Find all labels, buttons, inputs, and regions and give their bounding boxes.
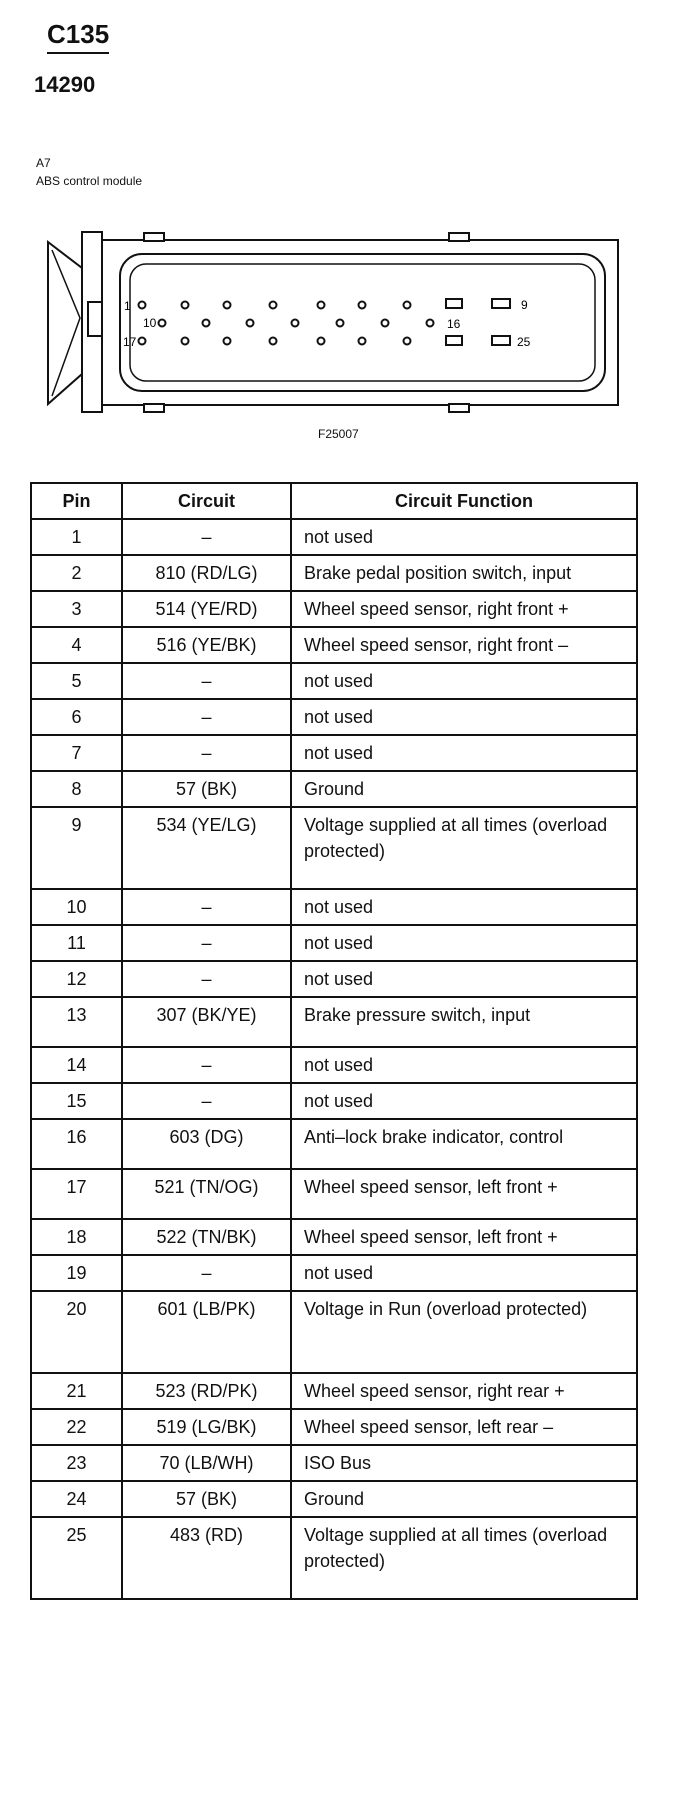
- table-row: [31, 627, 637, 663]
- table-row: [31, 1219, 637, 1255]
- pin-hole: [427, 320, 434, 327]
- pin-cell: 8: [31, 771, 122, 807]
- pin-hole: [382, 320, 389, 327]
- circuit-cell: 483 (RD): [122, 1517, 291, 1599]
- pin-slot: [446, 299, 462, 308]
- pin-cell: 15: [31, 1083, 122, 1119]
- circuit-cell: –: [122, 1255, 291, 1291]
- pin-label-25: 25: [517, 335, 531, 349]
- pin-hole: [337, 320, 344, 327]
- pin-hole: [247, 320, 254, 327]
- connector-diagram: [40, 228, 640, 418]
- lock-tab: [144, 233, 164, 241]
- function-cell: not used: [291, 961, 637, 997]
- function-cell: Voltage supplied at all times (overload protected): [291, 1517, 637, 1599]
- function-cell: Wheel speed sensor, right front –: [291, 627, 637, 663]
- pin-cell: 5: [31, 663, 122, 699]
- connector-latch: [48, 242, 82, 404]
- table-row: [31, 1255, 637, 1291]
- circuit-cell: 57 (BK): [122, 1481, 291, 1517]
- pin-slot: [492, 299, 510, 308]
- table-row: [31, 1169, 637, 1219]
- circuit-cell: –: [122, 961, 291, 997]
- pin-cell: 3: [31, 591, 122, 627]
- function-cell: not used: [291, 735, 637, 771]
- circuit-cell: 601 (LB/PK): [122, 1291, 291, 1373]
- pin-hole: [182, 338, 189, 345]
- function-cell: not used: [291, 1255, 637, 1291]
- pin-hole: [359, 302, 366, 309]
- circuit-cell: –: [122, 1083, 291, 1119]
- pin-cell: 11: [31, 925, 122, 961]
- table-row: [31, 663, 637, 699]
- component-code: A7: [36, 156, 51, 170]
- pin-hole: [139, 302, 146, 309]
- table-row: [31, 519, 637, 555]
- table-row: [31, 807, 637, 889]
- function-cell: Wheel speed sensor, right rear +: [291, 1373, 637, 1409]
- pin-cell: 16: [31, 1119, 122, 1169]
- pin-hole: [224, 302, 231, 309]
- circuit-cell: –: [122, 889, 291, 925]
- function-cell: Anti–lock brake indicator, control: [291, 1119, 637, 1169]
- table-row: [31, 1083, 637, 1119]
- pin-hole: [270, 338, 277, 345]
- table-row: [31, 771, 637, 807]
- table-row: [31, 1119, 637, 1169]
- table-row: [31, 735, 637, 771]
- pin-slot: [446, 336, 462, 345]
- part-number: 14290: [34, 72, 96, 97]
- pin-cell: 4: [31, 627, 122, 663]
- header-pin: Pin: [31, 483, 122, 519]
- pin-cell: 18: [31, 1219, 122, 1255]
- pinout-table: [30, 482, 638, 1600]
- figure-ref: F25007: [318, 427, 359, 441]
- table-row: [31, 961, 637, 997]
- function-cell: Ground: [291, 1481, 637, 1517]
- table-row: [31, 997, 637, 1047]
- pin-cell: 22: [31, 1409, 122, 1445]
- table-row: [31, 1517, 637, 1599]
- pin-slot: [492, 336, 510, 345]
- function-cell: not used: [291, 699, 637, 735]
- circuit-cell: –: [122, 699, 291, 735]
- pin-hole: [139, 338, 146, 345]
- table-row: [31, 1409, 637, 1445]
- table-row: [31, 1373, 637, 1409]
- circuit-cell: 522 (TN/BK): [122, 1219, 291, 1255]
- circuit-cell: 514 (YE/RD): [122, 591, 291, 627]
- table-row: [31, 555, 637, 591]
- circuit-cell: –: [122, 925, 291, 961]
- pin-cell: 14: [31, 1047, 122, 1083]
- flange-tab: [88, 302, 102, 336]
- lock-tab: [449, 404, 469, 412]
- function-cell: not used: [291, 925, 637, 961]
- pin-cell: 17: [31, 1169, 122, 1219]
- pin-label-16: 16: [447, 317, 461, 331]
- table-row: [31, 1047, 637, 1083]
- function-cell: not used: [291, 1083, 637, 1119]
- latch-diagonal: [52, 250, 80, 396]
- function-cell: Wheel speed sensor, left front +: [291, 1219, 637, 1255]
- lock-tab: [449, 233, 469, 241]
- pin-cell: 19: [31, 1255, 122, 1291]
- circuit-cell: –: [122, 663, 291, 699]
- function-cell: Voltage supplied at all times (overload protected): [291, 807, 637, 889]
- component-name: ABS control module: [36, 174, 143, 188]
- pin-cell: 13: [31, 997, 122, 1047]
- pin-hole: [159, 320, 166, 327]
- function-cell: not used: [291, 519, 637, 555]
- function-cell: Wheel speed sensor, left rear –: [291, 1409, 637, 1445]
- header-circuit: Circuit: [122, 483, 291, 519]
- table-row: [31, 1481, 637, 1517]
- header-circuit-function: Circuit Function: [291, 483, 637, 519]
- pin-hole: [318, 302, 325, 309]
- function-cell: not used: [291, 663, 637, 699]
- pin-cell: 12: [31, 961, 122, 997]
- pin-hole: [270, 302, 277, 309]
- table-header-row: [31, 483, 637, 519]
- circuit-cell: 57 (BK): [122, 771, 291, 807]
- pin-cell: 23: [31, 1445, 122, 1481]
- table-row: [31, 889, 637, 925]
- function-cell: not used: [291, 889, 637, 925]
- table-row: [31, 591, 637, 627]
- pin-hole: [292, 320, 299, 327]
- function-cell: Brake pressure switch, input: [291, 997, 637, 1047]
- pin-hole: [404, 338, 411, 345]
- circuit-cell: 519 (LG/BK): [122, 1409, 291, 1445]
- table-row: [31, 925, 637, 961]
- circuit-cell: 70 (LB/WH): [122, 1445, 291, 1481]
- table-row: [31, 699, 637, 735]
- pin-cell: 25: [31, 1517, 122, 1599]
- pin-label-10: 10: [143, 316, 157, 330]
- pin-cell: 10: [31, 889, 122, 925]
- pin-hole: [224, 338, 231, 345]
- circuit-cell: 307 (BK/YE): [122, 997, 291, 1047]
- pin-hole: [404, 302, 411, 309]
- pin-label-17: 17: [123, 335, 137, 349]
- pin-cell: 6: [31, 699, 122, 735]
- function-cell: Voltage in Run (overload protected): [291, 1291, 637, 1373]
- function-cell: ISO Bus: [291, 1445, 637, 1481]
- lock-tab: [144, 404, 164, 412]
- pin-hole: [359, 338, 366, 345]
- circuit-cell: 603 (DG): [122, 1119, 291, 1169]
- pin-cell: 21: [31, 1373, 122, 1409]
- circuit-cell: 810 (RD/LG): [122, 555, 291, 591]
- pin-cell: 2: [31, 555, 122, 591]
- circuit-cell: –: [122, 1047, 291, 1083]
- pin-hole: [203, 320, 210, 327]
- circuit-cell: 523 (RD/PK): [122, 1373, 291, 1409]
- pin-label-9: 9: [521, 298, 528, 312]
- table-row: [31, 1291, 637, 1373]
- circuit-cell: 534 (YE/LG): [122, 807, 291, 889]
- function-cell: Brake pedal position switch, input: [291, 555, 637, 591]
- function-cell: Wheel speed sensor, right front +: [291, 591, 637, 627]
- pin-cell: 24: [31, 1481, 122, 1517]
- pin-hole: [182, 302, 189, 309]
- pin-hole: [318, 338, 325, 345]
- pin-cell: 1: [31, 519, 122, 555]
- connector-id: C135: [47, 18, 109, 54]
- circuit-cell: –: [122, 519, 291, 555]
- function-cell: not used: [291, 1047, 637, 1083]
- pin-cell: 20: [31, 1291, 122, 1373]
- circuit-cell: –: [122, 735, 291, 771]
- function-cell: Ground: [291, 771, 637, 807]
- pin-label-1: 1: [124, 299, 131, 313]
- circuit-cell: 521 (TN/OG): [122, 1169, 291, 1219]
- table-row: [31, 1445, 637, 1481]
- function-cell: Wheel speed sensor, left front +: [291, 1169, 637, 1219]
- pin-cell: 7: [31, 735, 122, 771]
- pin-cell: 9: [31, 807, 122, 889]
- circuit-cell: 516 (YE/BK): [122, 627, 291, 663]
